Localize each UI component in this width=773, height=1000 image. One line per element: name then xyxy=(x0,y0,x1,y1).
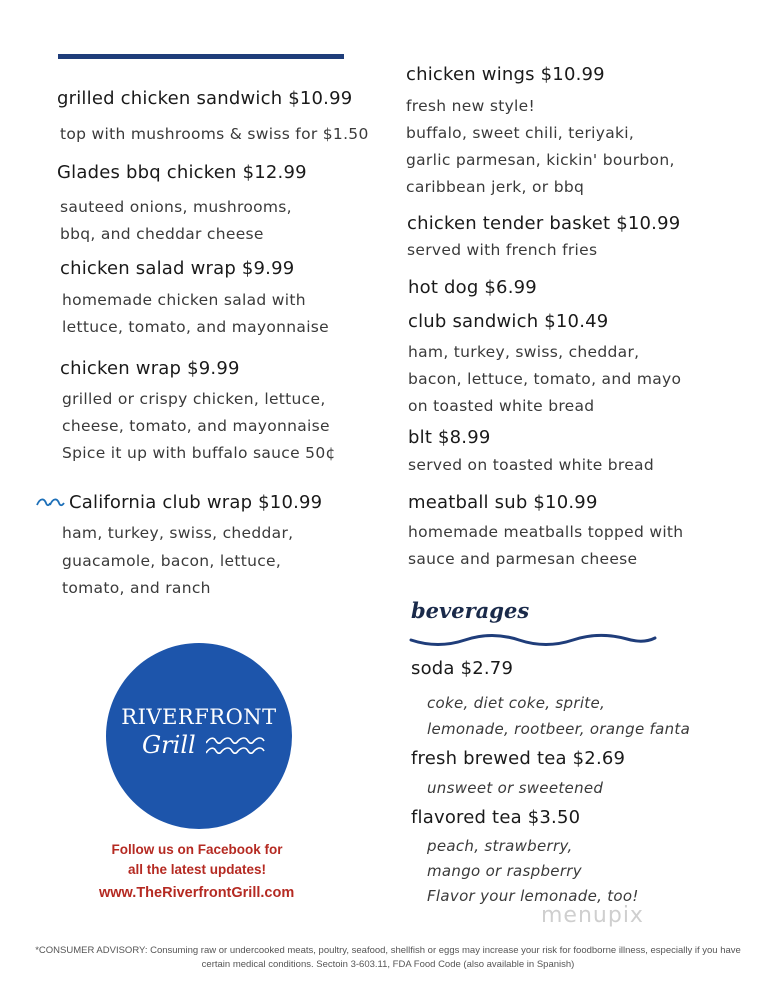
item-desc: fresh new style! xyxy=(406,97,535,115)
item-desc: Flavor your lemonade, too! xyxy=(427,887,639,905)
wave-divider xyxy=(409,630,657,650)
item-desc: buffalo, sweet chili, teriyaki, xyxy=(406,124,635,142)
logo-waves-icon xyxy=(206,735,268,759)
item-title-hot-dog: hot dog $6.99 xyxy=(408,277,537,298)
item-desc: guacamole, bacon, lettuce, xyxy=(62,552,282,570)
beverages-heading: beverages xyxy=(411,598,530,623)
item-desc: peach, strawberry, xyxy=(427,837,573,855)
item-desc: sauteed onions, mushrooms, xyxy=(60,198,292,216)
item-desc: served with french fries xyxy=(407,241,598,259)
item-title-chicken-wings: chicken wings $10.99 xyxy=(406,64,605,85)
restaurant-logo xyxy=(106,643,292,829)
item-desc: tomato, and ranch xyxy=(62,579,211,597)
item-desc: lemonade, rootbeer, orange fanta xyxy=(427,720,691,738)
item-title-california-club-wrap: California club wrap $10.99 xyxy=(69,492,323,513)
item-desc: on toasted white bread xyxy=(408,397,595,415)
item-desc: ham, turkey, swiss, cheddar, xyxy=(62,524,294,542)
item-desc: bacon, lettuce, tomato, and mayo xyxy=(408,370,682,388)
item-desc: coke, diet coke, sprite, xyxy=(427,694,606,712)
item-desc: Spice it up with buffalo sauce 50¢ xyxy=(62,444,336,462)
item-title-chicken-salad-wrap: chicken salad wrap $9.99 xyxy=(60,258,295,279)
wave-icon xyxy=(36,494,66,510)
item-title-glades-bbq-chicken: Glades bbq chicken $12.99 xyxy=(57,162,307,183)
item-title-grilled-chicken-sandwich: grilled chicken sandwich $10.99 xyxy=(57,88,353,109)
item-desc: served on toasted white bread xyxy=(408,456,654,474)
item-title-fresh-brewed-tea: fresh brewed tea $2.69 xyxy=(411,748,626,769)
item-desc: homemade chicken salad with xyxy=(62,291,306,309)
logo-subtitle: Grill xyxy=(142,731,196,759)
consumer-advisory: *CONSUMER ADVISORY: Consuming raw or undercooked meats, poultry, seafood, shellfish or eggs may increase your risk for foodborne illness, especially if you have certain medical conditions. Sectoin 3-603.11, FDA Food Code (also available in Spanish) xyxy=(35,945,741,970)
item-title-blt: blt $8.99 xyxy=(408,427,491,448)
item-title-club-sandwich: club sandwich $10.49 xyxy=(408,311,609,332)
item-desc: lettuce, tomato, and mayonnaise xyxy=(62,318,330,336)
item-desc: bbq, and cheddar cheese xyxy=(60,225,264,243)
menupix-watermark: menupix xyxy=(541,903,644,928)
item-desc: homemade meatballs topped with xyxy=(408,523,684,541)
item-desc: top with mushrooms & swiss for $1.50 xyxy=(60,125,369,143)
item-desc: caribbean jerk, or bbq xyxy=(406,178,585,196)
item-title-meatball-sub: meatball sub $10.99 xyxy=(408,492,598,513)
follow-line-1: Follow us on Facebook for xyxy=(111,842,283,857)
item-desc: grilled or crispy chicken, lettuce, xyxy=(62,390,326,408)
website-link[interactable]: www.TheRiverfrontGrill.com xyxy=(99,885,295,901)
item-title-soda: soda $2.79 xyxy=(411,658,514,679)
follow-line-2: all the latest updates! xyxy=(127,862,267,877)
top-divider xyxy=(58,54,344,59)
item-desc: cheese, tomato, and mayonnaise xyxy=(62,417,330,435)
item-desc: mango or raspberry xyxy=(427,862,582,880)
item-title-chicken-wrap: chicken wrap $9.99 xyxy=(60,358,240,379)
item-title-chicken-tender-basket: chicken tender basket $10.99 xyxy=(407,213,681,234)
item-title-flavored-tea: flavored tea $3.50 xyxy=(411,807,581,828)
item-desc: unsweet or sweetened xyxy=(427,779,604,797)
item-desc: ham, turkey, swiss, cheddar, xyxy=(408,343,640,361)
item-desc: garlic parmesan, kickin' bourbon, xyxy=(406,151,675,169)
item-desc: sauce and parmesan cheese xyxy=(408,550,638,568)
logo-title: RIVERFRONT xyxy=(121,705,277,729)
